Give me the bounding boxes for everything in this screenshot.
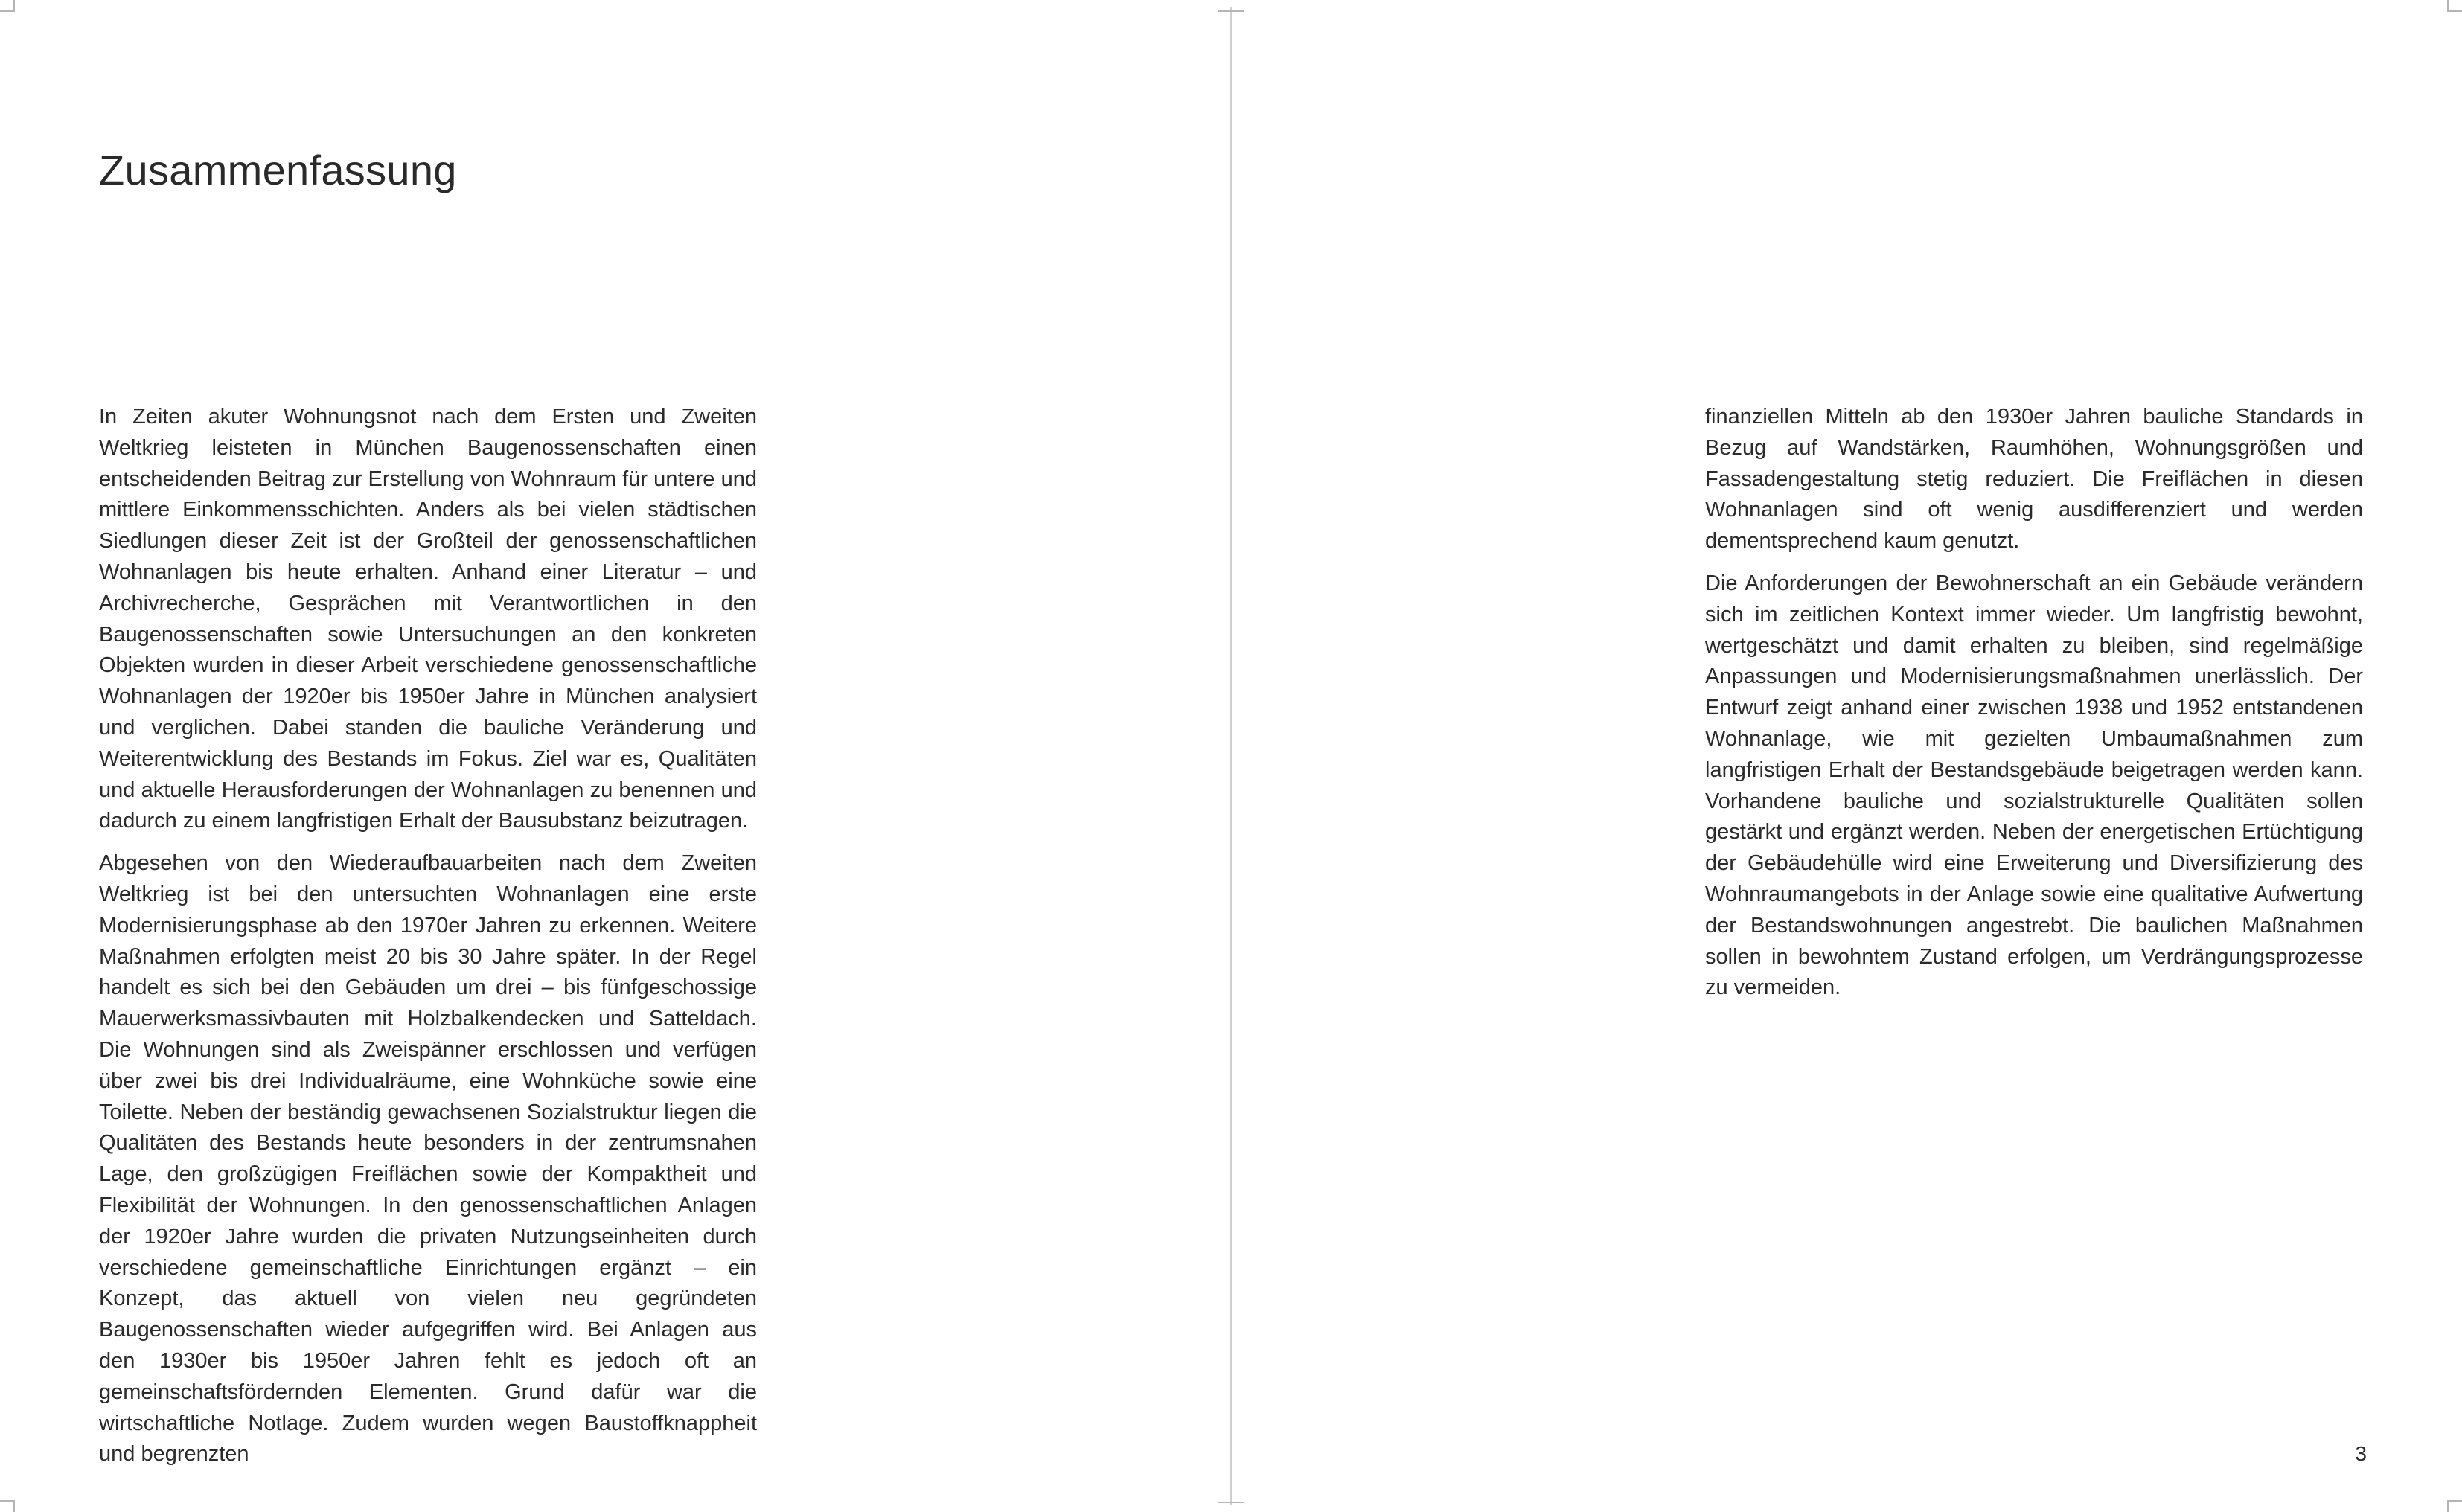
page-number: 3 <box>2355 1442 2367 1465</box>
left-text-column <box>99 402 757 1481</box>
right-text-column <box>1705 402 2363 1015</box>
paragraph: In Zeiten akuter Wohnungsnot nach dem Ersten und Zweiten Weltkrieg leisteten in München Baugenossenschaften einen entscheidenden Beitrag zur Erstellung von Wohnraum für untere und mittlere Einkommensschichten. Anders als bei vielen städtischen Siedlungen dieser Zeit ist der Großteil der genossenschaftlichen Wohnanlagen bis heute erhalten. Anhand einer Literatur – und Archivrecherche, Gesprächen mit Verantwortlichen in den Baugenossenschaften sowie Untersuchungen an den konkreten Objekten wurden in dieser Arbeit verschiedene genossenschaftliche Wohnanlagen der 1920er bis 1950er Jahre in München analysiert und verglichen. Dabei standen die bauliche Veränderung und Weiterentwicklung des Bestands im Fokus. Ziel war es, Qualitäten und aktuelle Herausforderungen der Wohnanlagen zu benennen und dadurch zu einem langfristigen Erhalt der Bausubstanz beizutragen. <box>99 405 757 833</box>
paragraph: Abgesehen von den Wiederaufbauarbeiten nach dem Zweiten Weltkrieg ist bei den untersuchten Wohnanlagen eine erste Modernisierungsphase ab den 1970er Jahren zu erkennen. Weitere Maßnahmen erfolgten meist 20 bis 30 Jahre später. In der Regel handelt es sich bei den Gebäuden um drei – bis fünfgeschossige Mauerwerksmassivbauten mit Holzbalkendecken und Satteldach. Die Wohnungen sind als Zweispänner erschlossen und verfügen über zwei bis drei Individualräume, eine Wohnküche sowie eine Toilette. Neben der beständig gewachsenen Sozialstruktur liegen die Qualitäten des Bestands heute besonders in der zentrumsnahen Lage, den großzügigen Freiflächen sowie der Kompaktheit und Flexibilität der Wohnungen. In den genossenschaftlichen Anlagen der 1920er Jahre wurden die privaten Nutzungseinheiten durch verschiedene gemeinschaftliche Einrichtungen ergänzt – ein Konzept, das aktuell von vielen neu gegründeten Baugenossenschaften wieder aufgegriffen wird. Bei Anlagen aus den 1930er bis 1950er Jahren fehlt es jedoch oft an gemeinschaftsfördernden Elementen. Grund dafür war die wirtschaftliche Notlage. Zudem wurden wegen Baustoffknappheit und begrenzten <box>99 851 757 1467</box>
page-title: Zusammenfassung <box>99 147 457 193</box>
paragraph: Die Anforderungen der Bewohnerschaft an ein Gebäude verändern sich im zeitlichen Kontext immer wieder. Um langfristig bewohnt, wertgeschätzt und damit erhalten zu bleiben, sind regelmäßige Anpassungen und Modernisierungsmaßnahmen unerlässlich. Der Entwurf zeigt anhand einer zwischen 1938 und 1952 entstandenen Wohnanlage, wie mit gezielten Umbaumaßnahmen zum langfristigen Erhalt der Bestandsgebäude beigetragen werden kann. Vorhandene bauliche und sozialstrukturelle Qualitäten sollen gestärkt und ergänzt werden. Neben der energetischen Ertüchtigung der Gebäudehülle wird eine Erweiterung und Diversifizierung des Wohnraumangebots in der Anlage sowie eine qualitative Aufwertung der Bestandswohnungen angestrebt. Die baulichen Maßnahmen sollen in bewohntem Zustand erfolgen, um Verdrängungsprozesse zu vermeiden. <box>1705 571 2363 1000</box>
paragraph: finanziellen Mitteln ab den 1930er Jahren bauliche Standards in Bezug auf Wandstärken, Raumhöhen, Wohnungsgrößen und Fassadengestaltung stetig reduziert. Die Freiflächen in diesen Wohnanlagen sind oft wenig ausdifferenziert und werden dementsprechend kaum genutzt. <box>1705 405 2363 554</box>
left-page <box>0 0 1230 1512</box>
